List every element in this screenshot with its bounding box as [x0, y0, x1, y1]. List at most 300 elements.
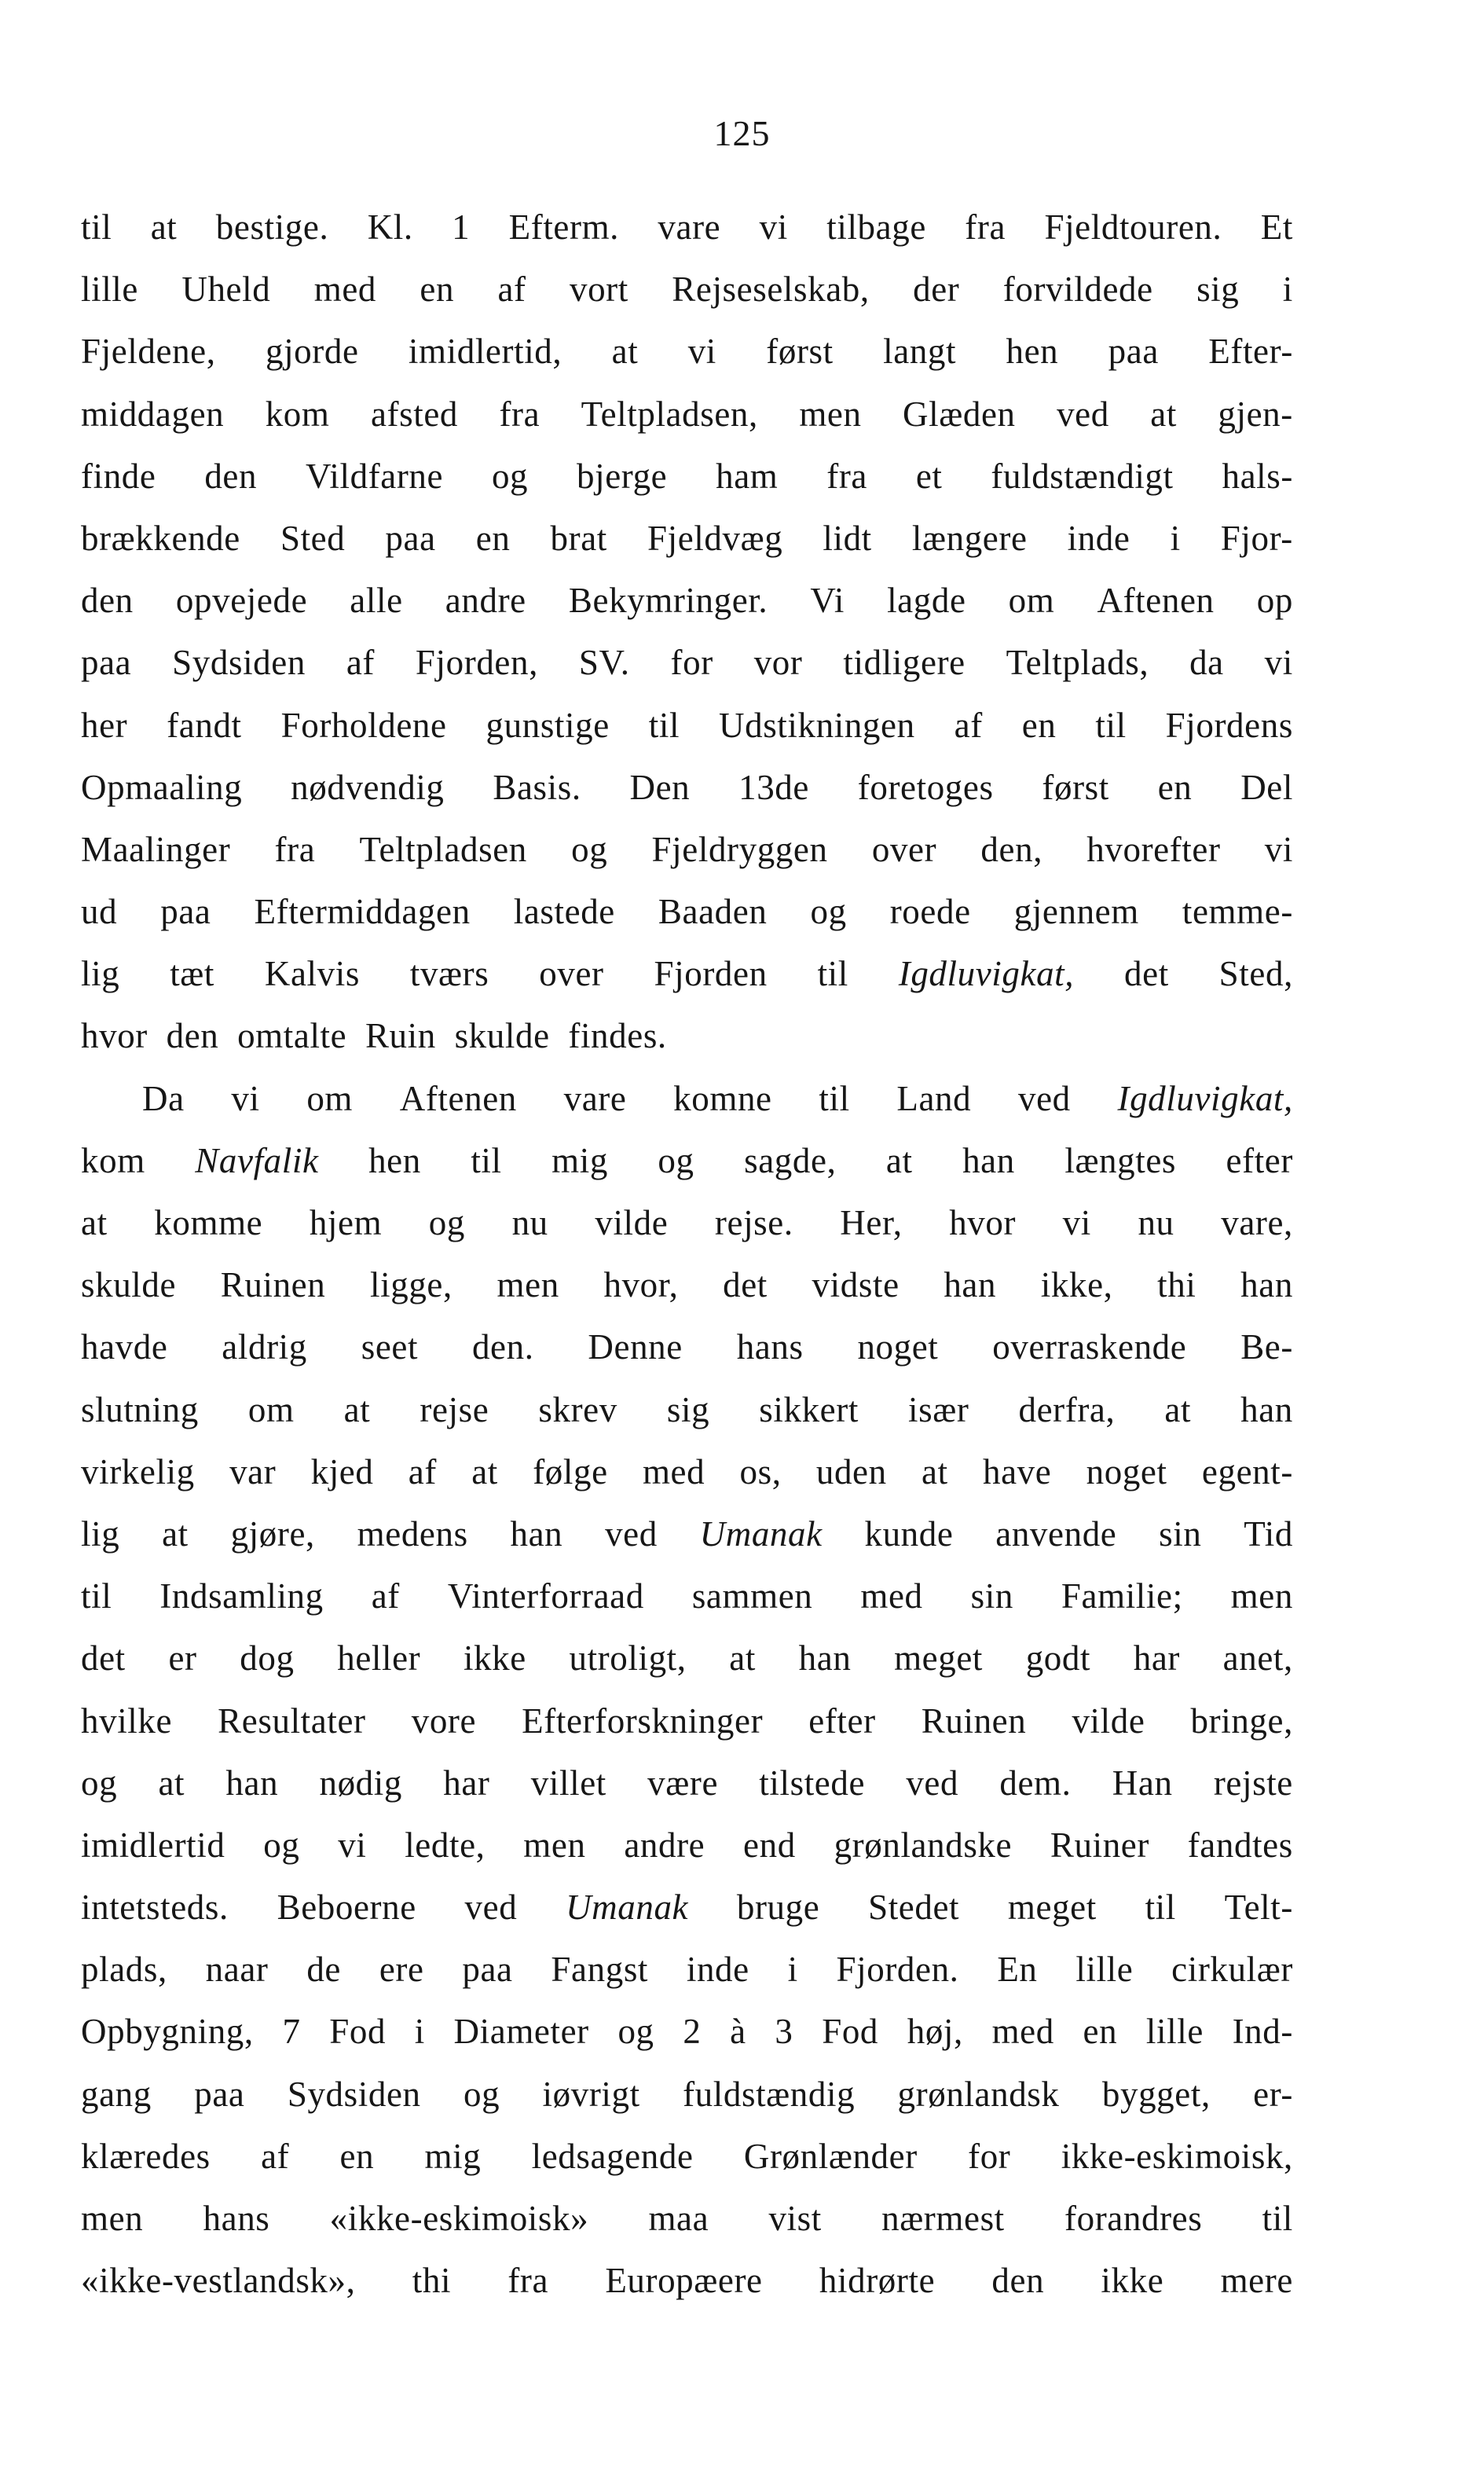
word: brækkende [81, 518, 240, 558]
word: mig [551, 1140, 608, 1180]
word: hvor [81, 1016, 148, 1056]
text-line [81, 1752, 1293, 1814]
word: især [908, 1389, 969, 1429]
word: tidligere [843, 643, 966, 683]
word: han [510, 1514, 563, 1554]
word: Igdluvigkat, [1117, 1078, 1293, 1118]
word: ikke, [1040, 1265, 1113, 1305]
word: sikkert [759, 1389, 859, 1429]
word: paa [385, 518, 436, 558]
word: Maalinger [81, 829, 231, 869]
word: lig [81, 954, 120, 994]
word: Udstikningen [719, 705, 915, 745]
word: Fjeldvæg [647, 518, 783, 558]
word: er- [1253, 2074, 1293, 2114]
word: ledte, [405, 1825, 486, 1865]
text-line [81, 1192, 1293, 1254]
word: en [339, 2136, 375, 2176]
word: Da [142, 1078, 185, 1118]
word: Fjorden [654, 954, 768, 994]
word: kom [81, 1140, 145, 1180]
word: har [1133, 1638, 1181, 1679]
word: til [817, 954, 848, 994]
word: paa [462, 1950, 513, 1990]
word: Efterforskninger [522, 1701, 764, 1741]
word: tilbage [826, 207, 926, 247]
word: af [497, 270, 526, 310]
text-line [81, 196, 1293, 259]
word: ikke-eskimoisk, [1061, 2136, 1293, 2176]
word: af [261, 2136, 290, 2176]
text-line [81, 446, 1293, 508]
word: ere [379, 1950, 424, 1990]
word: omtalte [237, 1016, 347, 1056]
word: findes. [568, 1016, 667, 1056]
word: fra [965, 207, 1006, 247]
word: tværs [409, 954, 489, 994]
word: Uheld [181, 270, 271, 310]
word: afsted [370, 394, 458, 434]
word: af [346, 643, 376, 683]
word: for [968, 2136, 1011, 2176]
word: der [913, 270, 960, 310]
word: andre [624, 1825, 705, 1865]
word: og [571, 829, 608, 869]
word: foretoges [857, 767, 994, 807]
word: efter [1226, 1140, 1293, 1180]
word: den. [471, 1327, 534, 1367]
word: gjorde [265, 332, 359, 372]
word: Fod [822, 2012, 879, 2052]
word: Opmaaling [81, 767, 243, 807]
word: finde [81, 456, 156, 496]
word: fra [826, 456, 867, 496]
word: at [158, 1763, 185, 1803]
text-line [81, 1939, 1293, 2001]
word: Her, [840, 1203, 903, 1242]
word: var [229, 1451, 277, 1492]
word: rejste [1213, 1763, 1293, 1803]
text-line [81, 819, 1293, 881]
word: vist [768, 2199, 822, 2238]
word: 1 [452, 207, 471, 247]
word: Fjorden. [836, 1950, 959, 1990]
word: seet [361, 1327, 419, 1367]
word: meget [1007, 1888, 1097, 1928]
word: at [343, 1389, 371, 1429]
word: Bekymringer. [568, 581, 768, 621]
word: bygget, [1101, 2074, 1211, 2114]
word: længtes [1064, 1140, 1177, 1180]
word: til [81, 1576, 112, 1616]
word: da [1189, 643, 1224, 683]
text-line [81, 1005, 1293, 1067]
word: fandtes [1187, 1825, 1293, 1865]
word: at [162, 1514, 189, 1554]
word: den, [980, 829, 1043, 869]
word: à [730, 2012, 746, 2052]
word: Kl. [367, 207, 413, 247]
word: vi [231, 1078, 260, 1118]
word: overraskende [992, 1327, 1187, 1367]
word: dem. [999, 1763, 1072, 1803]
word: ligge, [370, 1265, 453, 1305]
word: Familie; [1061, 1576, 1183, 1616]
word: vare [658, 207, 721, 247]
word: Fjorden, [415, 643, 538, 683]
word: og [617, 2012, 654, 2052]
word: vidste [812, 1265, 900, 1305]
word: hen [368, 1140, 421, 1180]
word: at [81, 1203, 108, 1242]
word: Efter- [1208, 332, 1293, 372]
word: i [1282, 270, 1293, 310]
word: at [922, 1451, 948, 1492]
word: Et [1260, 207, 1293, 247]
word: Forholdene [280, 705, 447, 745]
word: Ruin [365, 1016, 436, 1056]
word: ved [605, 1514, 658, 1554]
word: uden [815, 1451, 887, 1492]
word: grønlandske [834, 1825, 1013, 1865]
word: fuldstændigt [991, 456, 1174, 496]
word: Diameter [453, 2012, 589, 2052]
word: paa [1108, 332, 1159, 372]
word: bruge [736, 1888, 820, 1928]
word: men [799, 394, 862, 434]
word: ledsagende [531, 2136, 694, 2176]
word: Glæden [903, 394, 1016, 434]
word: 13de [738, 767, 809, 807]
word: heller [337, 1638, 421, 1679]
word: Grønlænder [743, 2136, 918, 2176]
word: meget [894, 1638, 984, 1679]
word: Telt- [1224, 1888, 1293, 1928]
word: han [225, 1763, 279, 1803]
text-line [81, 1068, 1293, 1130]
text-line [81, 1565, 1293, 1627]
word: i [787, 1950, 798, 1990]
word: medens [357, 1514, 468, 1554]
word: at [885, 1140, 913, 1180]
word: komne [673, 1078, 772, 1118]
word: temme- [1182, 892, 1293, 932]
word: noget [1086, 1451, 1167, 1492]
word: Vildfarne [305, 456, 444, 496]
word: til [1145, 1888, 1176, 1928]
word: vi [759, 207, 788, 247]
word: Tid [1244, 1514, 1293, 1554]
word: Aftenen [1097, 581, 1215, 621]
word: 3 [775, 2012, 793, 2052]
text-line [81, 1441, 1293, 1503]
word: har [443, 1763, 490, 1803]
text-line [81, 1627, 1293, 1690]
word: hen [1006, 332, 1059, 372]
word: være [647, 1763, 719, 1803]
word: en [1021, 705, 1057, 745]
word: at [729, 1638, 756, 1679]
word: Denne [588, 1327, 683, 1367]
text-line [81, 1379, 1293, 1441]
word: vi [687, 332, 716, 372]
word: langt [883, 332, 957, 372]
word: sin [970, 1576, 1013, 1616]
word: en [1157, 767, 1193, 807]
word: forandres [1064, 2199, 1203, 2238]
word: Indsamling [159, 1576, 324, 1616]
word: inde [1067, 518, 1130, 558]
word: villet [530, 1763, 606, 1803]
text-line [81, 632, 1293, 694]
word: Teltplads, [1006, 643, 1149, 683]
word: vare [563, 1078, 627, 1118]
text-line [81, 1877, 1293, 1939]
word: Be- [1240, 1327, 1293, 1367]
word: Fjeldryggen [651, 829, 828, 869]
word: Sydsiden [172, 643, 306, 683]
word: os, [739, 1451, 782, 1492]
word: Teltpladsen [359, 829, 527, 869]
word: rejse. [714, 1203, 793, 1242]
word: Baaden [658, 892, 768, 932]
word: her [81, 705, 128, 745]
word: egent- [1201, 1451, 1293, 1492]
word: nærmest [881, 2199, 1005, 2238]
word: skrev [538, 1389, 617, 1429]
word: godt [1025, 1638, 1091, 1679]
word: bjerge [577, 456, 668, 496]
word: «ikke-vestlandsk», [81, 2261, 356, 2301]
word: middagen [81, 394, 225, 434]
word: ikke [463, 1638, 526, 1679]
word: ud [81, 892, 118, 932]
word: vi [1062, 1203, 1091, 1242]
text-line [81, 2001, 1293, 2063]
word: skulde [81, 1265, 177, 1305]
word: have [982, 1451, 1052, 1492]
word: de [306, 1950, 341, 1990]
word: Aftenen [399, 1078, 517, 1118]
word: om [1008, 581, 1055, 621]
word: fuldstændig [683, 2074, 856, 2114]
body-text [81, 196, 1293, 2312]
word: «ikke-eskimoisk» [329, 2199, 589, 2238]
word: men [81, 2199, 144, 2238]
word: af [408, 1451, 437, 1492]
word: nu [1138, 1203, 1174, 1242]
word: vort [569, 270, 628, 310]
word: hvorefter [1086, 829, 1221, 869]
word: hans [736, 1327, 804, 1367]
word: Fjor- [1220, 518, 1293, 558]
word: inde [686, 1950, 749, 1990]
word: til [471, 1140, 502, 1180]
word: den [204, 456, 258, 496]
word: med [860, 1576, 923, 1616]
word: men [496, 1265, 559, 1305]
word: noget [857, 1327, 939, 1367]
text-line [81, 881, 1293, 943]
word: sig [1196, 270, 1240, 310]
word: høj, [907, 2012, 963, 2052]
text-line [81, 2188, 1293, 2250]
word: om [247, 1389, 295, 1429]
word: alle [350, 581, 403, 621]
word: over [539, 954, 604, 994]
word: paa [81, 643, 132, 683]
word: ham [716, 456, 779, 496]
word: bringe, [1190, 1701, 1293, 1741]
word: imidlertid [81, 1825, 225, 1865]
text-line [81, 1814, 1293, 1877]
word: at [611, 332, 639, 372]
word: Fjeldtouren. [1044, 207, 1222, 247]
text-line [81, 943, 1293, 1005]
word: kjed [310, 1451, 374, 1492]
word: vare, [1221, 1203, 1293, 1242]
word: det [81, 1638, 126, 1679]
word: opvejede [175, 581, 308, 621]
word: vi [338, 1825, 367, 1865]
word: om [306, 1078, 354, 1118]
word: nødig [319, 1763, 402, 1803]
word: vi [1264, 643, 1293, 683]
word: fra [499, 394, 540, 434]
word: Kalvis [264, 954, 360, 994]
word: han [1240, 1389, 1293, 1429]
word: han [798, 1638, 852, 1679]
word: maa [648, 2199, 709, 2238]
text-line [81, 1316, 1293, 1378]
word: thi [1157, 1265, 1196, 1305]
word: hans [203, 2199, 270, 2238]
word: andre [445, 581, 526, 621]
word: roede [889, 892, 971, 932]
word: gunstige [486, 705, 610, 745]
word: grønlandsk [897, 2074, 1060, 2114]
word: lille [1075, 1950, 1134, 1990]
word: lille [81, 270, 138, 310]
word: nu [511, 1203, 548, 1242]
word: en [420, 270, 455, 310]
word: gjen- [1218, 394, 1293, 434]
word: han [1240, 1265, 1293, 1305]
word: gjøre, [230, 1514, 315, 1554]
text-line [81, 570, 1293, 632]
word: over [871, 829, 937, 869]
text-line [81, 383, 1293, 446]
word: cirkulær [1171, 1950, 1293, 1990]
word: til [1095, 705, 1127, 745]
word: mere [1220, 2261, 1293, 2301]
word: først [766, 332, 834, 372]
word: havde [81, 1327, 168, 1367]
word: med [313, 270, 376, 310]
word: den [81, 581, 134, 621]
word: det [1124, 954, 1169, 994]
word: derfra, [1018, 1389, 1116, 1429]
word: paa [194, 2074, 245, 2114]
word: at [1164, 1389, 1192, 1429]
word: Vinterforraad [447, 1576, 644, 1616]
text-line [81, 321, 1293, 383]
word: paa [160, 892, 211, 932]
word: Navfalik [195, 1140, 319, 1180]
word: hvor, [603, 1265, 679, 1305]
word: Ruiner [1050, 1825, 1149, 1865]
word: ikke [1101, 2261, 1164, 2301]
word: ved [1057, 394, 1109, 434]
word: aldrig [222, 1327, 307, 1367]
word: hals- [1222, 456, 1293, 496]
word: naar [205, 1950, 269, 1990]
word: Fjordens [1165, 705, 1293, 745]
word: Stedet [868, 1888, 960, 1928]
word: han [962, 1140, 1015, 1180]
word: til [1262, 2199, 1293, 2238]
word: at [1150, 394, 1177, 434]
page-number: 125 [713, 113, 771, 153]
word: lidt [823, 518, 872, 558]
word: brat [550, 518, 607, 558]
word: Efterm. [508, 207, 620, 247]
word: SV. [578, 643, 630, 683]
word: intetsteds. [81, 1888, 229, 1928]
word: vor [753, 643, 803, 683]
word: at [150, 207, 178, 247]
text-line [81, 1503, 1293, 1565]
word: fra [507, 2261, 549, 2301]
word: 2 [683, 2012, 702, 2052]
word: men [1230, 1576, 1293, 1616]
word: Fjeldene, [81, 332, 216, 372]
word: men [523, 1825, 586, 1865]
word: op [1256, 581, 1293, 621]
word: hvor [949, 1203, 1017, 1242]
word: Umanak [566, 1888, 689, 1928]
word: hidrørte [819, 2261, 936, 2301]
word: Den [629, 767, 691, 807]
text-line [81, 695, 1293, 757]
word: til [81, 207, 112, 247]
word: Land [896, 1078, 972, 1118]
word: Ind- [1232, 2012, 1293, 2052]
word: sig [666, 1389, 710, 1429]
text-line [81, 1690, 1293, 1752]
word: rejse [420, 1389, 489, 1429]
word: af [954, 705, 983, 745]
word: ved [906, 1763, 959, 1803]
text-line [81, 259, 1293, 321]
word: og [263, 1825, 300, 1865]
word: kom [265, 394, 330, 434]
word: og [658, 1140, 694, 1180]
word: iøvrigt [542, 2074, 640, 2114]
word: hvilke [81, 1701, 173, 1741]
word: følge [533, 1451, 608, 1492]
word: til [648, 705, 680, 745]
word: i [1170, 518, 1181, 558]
word: Ruinen [220, 1265, 326, 1305]
word: Teltpladsen, [581, 394, 758, 434]
word: En [997, 1950, 1038, 1990]
word: lig [81, 1514, 120, 1554]
text-line [81, 757, 1293, 819]
word: er [168, 1638, 197, 1679]
word: thi [412, 2261, 452, 2301]
word: Rejseselskab, [672, 270, 870, 310]
